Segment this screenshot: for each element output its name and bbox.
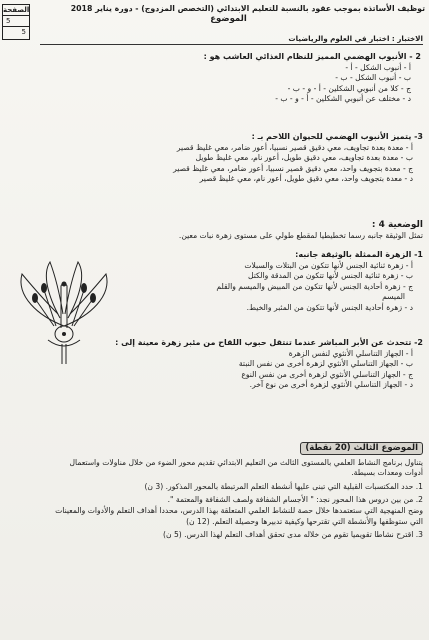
- page-current: 5: [6, 17, 11, 25]
- exam-subject-line: الاختبار : اختبار في العلوم والرياضيات: [40, 34, 423, 45]
- question-2-option-c: ج - كلا من أنبوبي الشكلين - أ - و - ب -: [287, 83, 411, 93]
- page-number-box: [2, 4, 30, 40]
- question-3-option-c: ج - معدة بتجويف واحد، معي دقيق قصير نسبيا، أعور ضامر، معي غليظ قصير: [173, 163, 413, 173]
- situation-4-q2-option-a: أ - الجهاز التناسلي الأنثوي لنفس الزهرة: [288, 348, 413, 358]
- situation-4-title: الوضعية 4 :: [371, 220, 423, 230]
- document-header: [32, 3, 425, 25]
- situation-4-q1-option-c-cont: الميسم: [382, 292, 405, 302]
- part-3-title: الموضوع الثالث (20 نقطة): [300, 442, 423, 455]
- situation-4-q1-option-d: د - زهرة أحادية الجنس لأنها تتكون من المئبر والخيط.: [246, 302, 413, 312]
- situation-4-q2-option-b: ب - الجهاز التناسلي الأنثوي لزهرة أخرى من نفس النبتة: [238, 359, 413, 369]
- question-3-option-d: د - معدة بتجويف واحد، معي دقيق طويل، أعور نام، معي غليظ قصير: [199, 174, 413, 184]
- anther-3: [32, 293, 38, 303]
- part-3-item-2-detail-cont: التي ستوظفها والأنشطة التي تقترحها وكيفية تدبيرها وحصيلة التعلم. (12 ن): [186, 516, 423, 526]
- situation-4-q1-option-b: ب - زهرة ثنائية الجنس لأنها تتكون من المدقة والكتل: [248, 271, 413, 281]
- part-3-item-2-detail: وضح المنهجية التي ستعتمدها خلال حصة للنشاط العلمي المتعلقة بهذا الدرس، محددا أهداف التعلم والأدوات والمعينات: [55, 505, 423, 515]
- ovule: [62, 332, 66, 336]
- question-2: [20, 52, 421, 105]
- situation-4-q2: [60, 338, 423, 391]
- part-3: [6, 442, 423, 541]
- part-3-item-3: 3. اقترح نشاطا تقويميا تقوم من خلاله مدى تحقق أهداف التعلم لهذا الدرس. (5 ن): [163, 530, 423, 540]
- header-line-1: توظيف الأساتذة بموجب عقود بالنسبة للتعليم الابتدائي (التخصص المزدوج) - دورة يناير 2018: [70, 4, 425, 13]
- question-2-option-b: ب - أنبوب الشكل - ب -: [335, 73, 411, 83]
- header-line-2: الموضوع: [210, 14, 247, 24]
- question-3: [14, 132, 423, 185]
- part-3-intro-2: أدوات ومعدات بسيطة.: [351, 468, 423, 478]
- anther-2: [81, 283, 87, 293]
- part-3-item-2: 2. من بين دروس هذا المحور نجد: " الأجسام الشفافة ولصف الشفافة والمعتمة ".: [167, 495, 423, 505]
- situation-4-q1-text: 1- الزهرة الممثلة بالوثيقة جانبه:: [295, 250, 423, 259]
- anther-4: [90, 293, 96, 303]
- part-3-item-1: 1. حدد المكتسبات القبلية التي تبنى عليها أنشطة التعلم المرتبطة بالمحور المذكور. (3 ن): [144, 481, 423, 491]
- situation-4-intro: تمثل الوثيقة جانبه رسما تخطيطيا لمقطع طولي على مستوى زهرة نبات معين.: [178, 230, 423, 240]
- anther-1: [41, 283, 47, 293]
- question-3-option-b: ب - معدة بعدة تجاويف، معي دقيق طويل، أعور نام، معي غليظ طويل: [195, 153, 413, 163]
- situation-4-q1-option-a: أ - زهرة ثنائية الجنس لأنها تتكون من البتلات والسبلات: [244, 260, 413, 270]
- stigma: [62, 282, 67, 287]
- situation-4-q2-option-d: د - الجهاز التناسلي الأنثوي لزهرة أخرى من نوع آخر.: [249, 380, 413, 390]
- question-3-option-a: أ - معدة بعدة تجاويف، معي دقيق قصير نسبيا، أعور ضامر، معي غليظ قصير: [176, 142, 413, 152]
- situation-4-q2-text: 2- تتحدث عن الأبر المباشر عندما تنتقل حبوب اللقاح من مئبر زهرة معينة إلى :: [115, 338, 423, 347]
- part-3-intro-1: يتناول برنامج النشاط العلمي بالمستوى الثالث من التعليم الابتدائي تقديم محور الضوء من خلال مناولات واستعمال: [69, 457, 423, 467]
- situation-4-q1-option-c: ج - زهرة أحادية الجنس لأنها تتكون من المبيض والميسم والقلم: [216, 281, 413, 291]
- petal-right: [64, 274, 107, 326]
- situation-4-header: [10, 220, 423, 241]
- situation-4-q1: [126, 250, 423, 314]
- question-2-option-a: أ - أنبوب الشكل - أ -: [345, 62, 411, 72]
- situation-4-q2-option-c: ج - الجهاز التناسلي الأنثوي لزهرة أخرى من نفس النوع: [241, 369, 413, 379]
- question-2-text: 2 - الأنبوب الهضمي المميز للنظام الغذائي العاشب هو :: [203, 52, 421, 61]
- page-total: 5: [21, 28, 26, 36]
- page-label: الصفحة: [3, 6, 30, 14]
- question-3-text: 3- يتميز الأنبوب الهضمي للحيوان اللاحم بـ :: [251, 132, 423, 141]
- petal-left: [21, 274, 64, 326]
- question-2-option-d: د - مختلف عن أنبوبي الشكلين - أ - و - ب -: [275, 94, 411, 104]
